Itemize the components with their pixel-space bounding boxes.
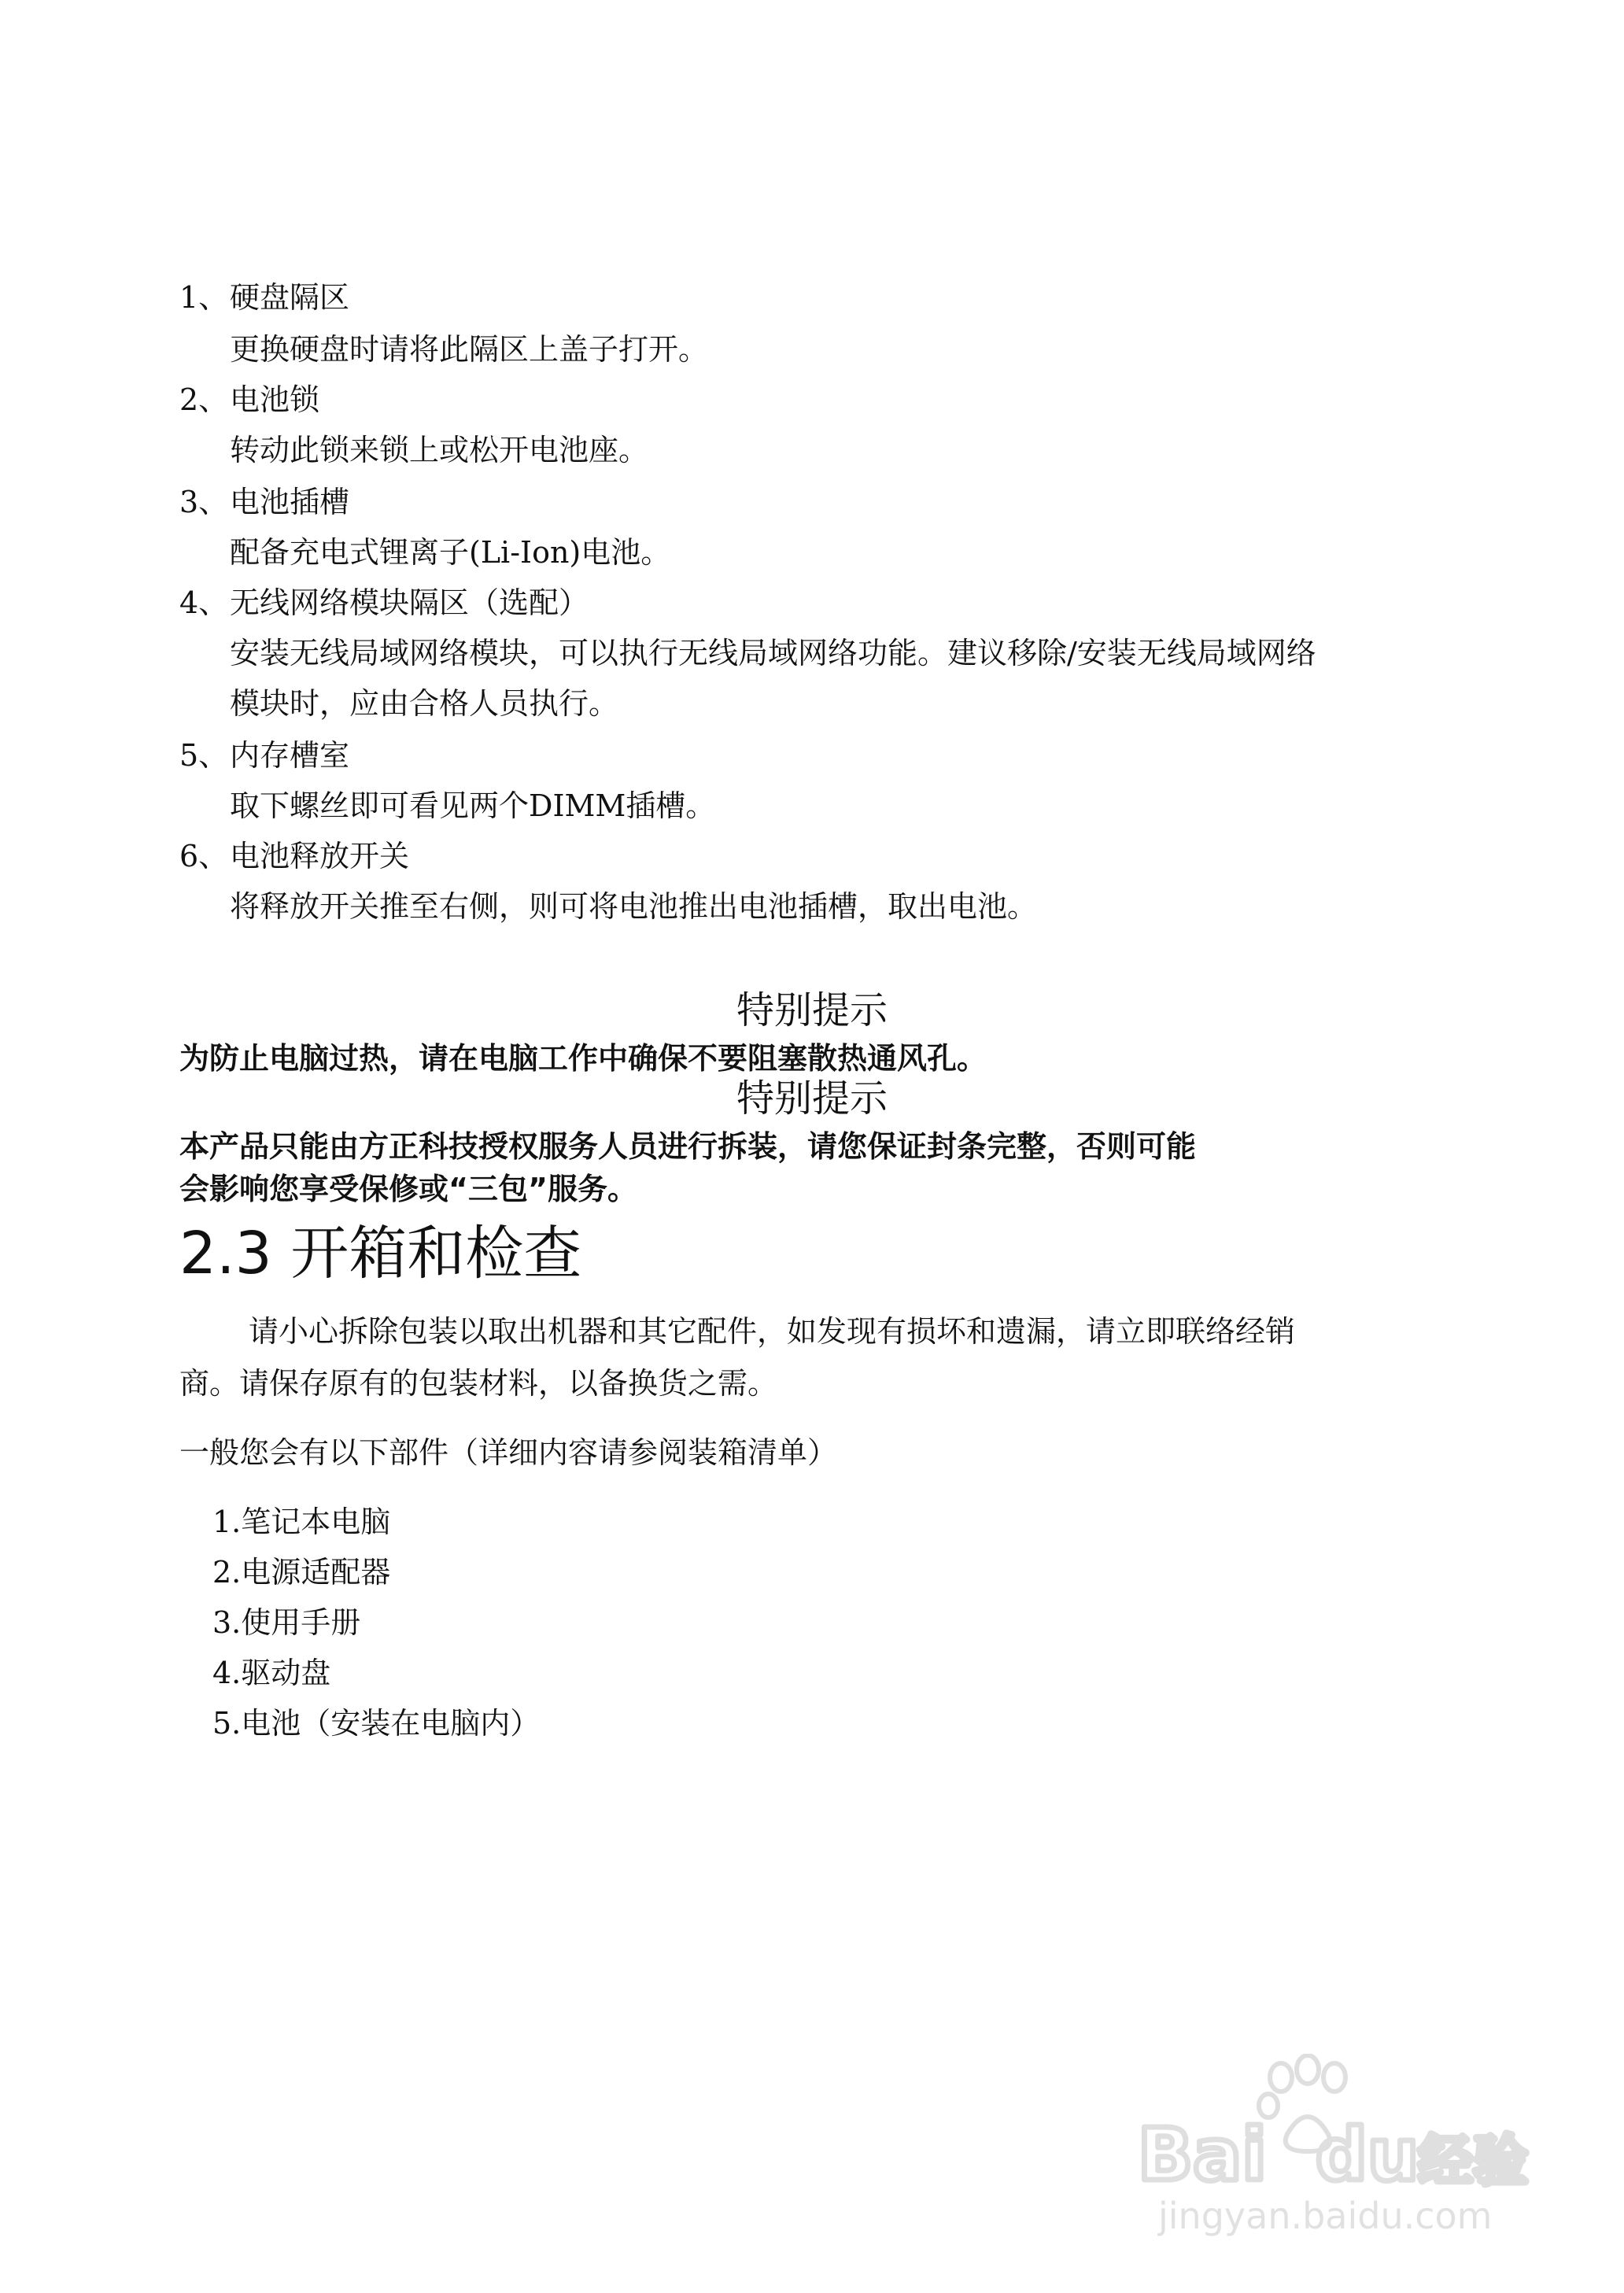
component-number: 2、 [179, 382, 229, 417]
component-number: 6、 [179, 839, 229, 873]
component-number: 4、 [179, 585, 229, 620]
list-item: 5.电池（安装在电脑内） [212, 1706, 541, 1741]
note-text: 本产品只能由方正科技授权服务人员进行拆装，请您保证封条完整，否则可能 [179, 1129, 1197, 1164]
list-item: 4.驱动盘 [212, 1656, 331, 1690]
svg-text:du: du [1316, 2113, 1419, 2197]
component-desc: 将释放开关推至右侧，则可将电池推出电池插槽，取出电池。 [230, 889, 1038, 924]
baidu-jingyan-watermark [1133, 2054, 1542, 2243]
component-desc: 取下螺丝即可看见两个DIMM插槽。 [230, 788, 716, 823]
section-heading: 2.3 开箱和检查 [179, 1220, 582, 1287]
component-title: 电池插槽 [230, 485, 350, 519]
component-title: 内存槽室 [230, 738, 350, 773]
note-title: 特别提示 [736, 988, 888, 1032]
component-title: 电池释放开关 [230, 839, 410, 873]
list-item: 2.电源适配器 [212, 1555, 391, 1590]
list-item: 1.笔记本电脑 [212, 1505, 391, 1539]
svg-text:jingyan.baidu.com: jingyan.baidu.com [1158, 2195, 1493, 2237]
component-desc: 转动此锁来锁上或松开电池座。 [230, 433, 649, 467]
component-number: 5、 [179, 738, 229, 773]
intro-line: 请小心拆除包装以取出机器和其它配件，如发现有损坏和遗漏，请立即联络经销 [249, 1314, 1296, 1349]
paw-logo-icon [1133, 2054, 1542, 2243]
component-title: 电池锁 [230, 382, 320, 417]
component-desc: 安装无线局域网络模块，可以执行无线局域网络功能。建议移除/安装无线局域网络 [230, 636, 1316, 670]
component-number: 3、 [179, 485, 229, 519]
parts-intro: 一般您会有以下部件（详细内容请参阅装箱清单） [179, 1435, 838, 1470]
svg-text:Bai: Bai [1138, 2113, 1267, 2197]
component-desc: 更换硬盘时请将此隔区上盖子打开。 [230, 332, 709, 367]
component-desc: 配备充电式锂离子(Li-Ion)电池。 [230, 535, 671, 570]
component-number: 1、 [179, 280, 229, 315]
intro-line: 商。请保存原有的包装材料，以备换货之需。 [179, 1366, 778, 1401]
note-title: 特别提示 [736, 1076, 888, 1121]
note-text: 会影响您享受保修或“三包”服务。 [179, 1172, 637, 1206]
component-title: 硬盘隔区 [230, 280, 350, 315]
component-desc: 模块时，应由合格人员执行。 [230, 686, 619, 721]
svg-text:经验: 经验 [1418, 2129, 1528, 2193]
note-text: 为防止电脑过热，请在电脑工作中确保不要阻塞散热通风孔。 [179, 1041, 987, 1076]
component-title: 无线网络模块隔区（选配） [230, 585, 589, 620]
list-item: 3.使用手册 [212, 1605, 361, 1640]
